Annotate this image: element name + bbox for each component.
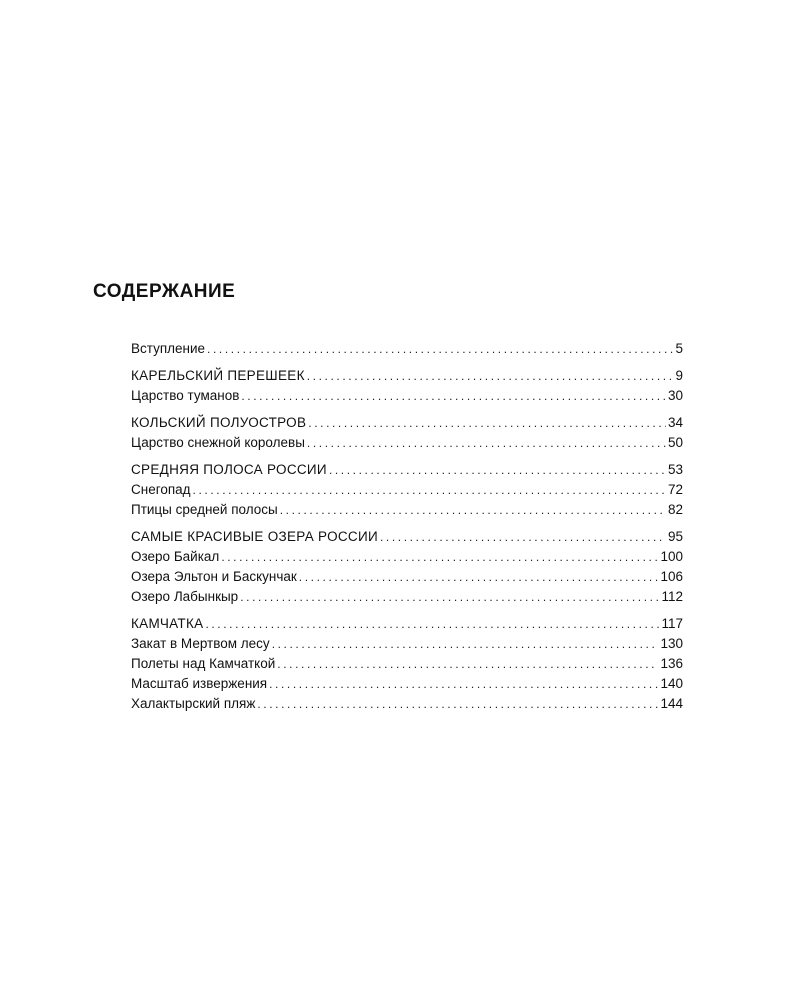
dot-leader <box>257 694 658 714</box>
toc-page-number: 34 <box>667 415 683 430</box>
dot-leader <box>380 527 666 547</box>
toc-entry-title: Масштаб извержения <box>131 676 268 691</box>
toc-page-number: 100 <box>660 549 683 564</box>
toc-entry-title: СРЕДНЯЯ ПОЛОСА РОССИИ <box>131 462 327 477</box>
dot-leader <box>277 654 658 674</box>
toc-page-number: 53 <box>667 462 683 477</box>
dot-leader <box>299 567 659 587</box>
toc-section <box>131 366 683 406</box>
toc-entry <box>131 500 683 520</box>
toc-section <box>131 614 683 714</box>
toc-page-number: 72 <box>667 482 683 497</box>
toc-page-number: 5 <box>675 341 683 356</box>
dot-leader <box>193 480 666 500</box>
toc-page-number: 30 <box>667 388 683 403</box>
toc-page-number: 140 <box>660 676 683 691</box>
dot-leader <box>240 587 659 607</box>
toc-page-number: 106 <box>660 569 683 584</box>
dot-leader <box>280 500 666 520</box>
dot-leader <box>205 614 659 634</box>
toc-entry <box>131 480 683 500</box>
toc-entry-title: Царство туманов <box>131 388 240 403</box>
dot-leader <box>307 366 674 386</box>
toc-entry-title: Озеро Лабынкыр <box>131 589 239 604</box>
toc-page-number: 130 <box>660 636 683 651</box>
toc-chapter-entry <box>131 460 683 480</box>
toc-section <box>131 413 683 453</box>
toc-page-number: 50 <box>667 435 683 450</box>
toc-page-number: 117 <box>661 616 683 631</box>
toc-entry-title: КАРЕЛЬСКИЙ ПЕРЕШЕЕК <box>131 368 305 383</box>
toc-chapter-entry <box>131 413 683 433</box>
page-title: СОДЕРЖАНИЕ <box>93 281 236 302</box>
toc-entry <box>131 433 683 453</box>
toc-section <box>131 339 683 359</box>
toc-page-number: 95 <box>667 529 683 544</box>
toc-page-number: 112 <box>661 589 683 604</box>
toc-page-number: 82 <box>667 502 683 517</box>
toc-entry <box>131 547 683 567</box>
toc-entry-title: КАМЧАТКА <box>131 616 204 631</box>
table-of-contents <box>131 339 683 721</box>
toc-entry <box>131 654 683 674</box>
dot-leader <box>241 386 666 406</box>
toc-page-number: 144 <box>660 696 683 711</box>
toc-entry <box>131 339 683 359</box>
toc-section <box>131 527 683 607</box>
toc-page-number: 9 <box>675 368 683 383</box>
toc-entry-title: Закат в Мертвом лесу <box>131 636 270 651</box>
toc-entry-title: КОЛЬСКИЙ ПОЛУОСТРОВ <box>131 415 307 430</box>
toc-section <box>131 460 683 520</box>
dot-leader <box>308 413 666 433</box>
toc-entry-title: Птицы средней полосы <box>131 502 278 517</box>
dot-leader <box>269 674 658 694</box>
toc-entry-title: Озеро Байкал <box>131 549 220 564</box>
toc-entry-title: Снегопад <box>131 482 191 497</box>
toc-chapter-entry <box>131 527 683 547</box>
toc-entry <box>131 694 683 714</box>
dot-leader <box>329 460 666 480</box>
dot-leader <box>221 547 658 567</box>
toc-entry <box>131 634 683 654</box>
toc-entry <box>131 567 683 587</box>
toc-entry <box>131 587 683 607</box>
dot-leader <box>207 339 673 359</box>
toc-entry <box>131 386 683 406</box>
toc-entry <box>131 674 683 694</box>
toc-entry-title: Полеты над Камчаткой <box>131 656 276 671</box>
toc-chapter-entry <box>131 366 683 386</box>
toc-entry-title: САМЫЕ КРАСИВЫЕ ОЗЕРА РОССИИ <box>131 529 378 544</box>
toc-entry-title: Вступление <box>131 341 206 356</box>
toc-chapter-entry <box>131 614 683 634</box>
dot-leader <box>307 433 666 453</box>
toc-page-number: 136 <box>660 656 683 671</box>
toc-entry-title: Царство снежной королевы <box>131 435 305 450</box>
dot-leader <box>272 634 659 654</box>
toc-entry-title: Халактырский пляж <box>131 696 256 711</box>
toc-entry-title: Озера Эльтон и Баскунчак <box>131 569 297 584</box>
